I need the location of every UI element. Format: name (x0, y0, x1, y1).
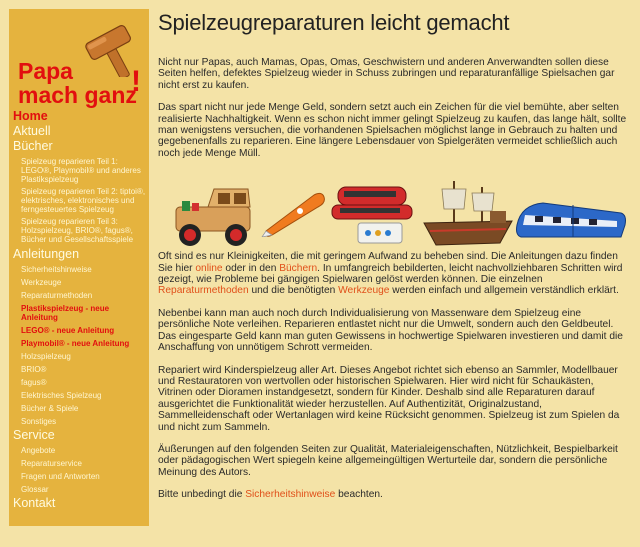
scope-paragraph: Repariert wird Kinderspielzeug aller Art. Dieses Angebot richtet sich ebenso an Sammler, Modellbauer und Restauratoren von wertvollen oder historischen Spielwaren. Hier wird nicht für Schaukästen, Vitrinen oder Dioramen instandgesetzt, sondern für Kinder. Deshalb sind alle Reparaturen darauf ausgerichtet die Funktionalität wieder herzustellen. Auf Authentizität, Originalzustand, Sammelleidenschaft oder Wertanlagen wird keine Rücksicht genommen. Spielzeug ist zum Spielen da und nicht zum Sammeln. (158, 364, 620, 433)
pirate-ship-image (420, 177, 516, 253)
nav-fragen-antworten[interactable]: Fragen und Antworten (21, 472, 100, 481)
nav-lego[interactable]: LEGO® - neue Anleitung (21, 326, 115, 335)
model-train-image (513, 185, 628, 251)
individualization-paragraph: Nebenbei kann man auch noch durch Individualisierung von Massenware dem Spielzeug eine persönliche Note verleihen. Reparieren entlastet nicht nur die Umwelt, sondern auch den Geldbeutel. Das eingesparte Geld kann man guten Gewissens in hochwertige Spielwaren investieren und damit die Anschaffung von unnötigem Schrott vermeiden. (158, 307, 623, 354)
nav-buch-teil3[interactable]: Spielzeug reparieren Teil 3: Holzspielzeug, BRIO®, fagus®, Bücher und Gesellschaftsspiele (21, 217, 134, 244)
logo-exclamation: ! (131, 65, 141, 98)
nav-glossar[interactable]: Glossar (21, 485, 49, 494)
nav-elektrisches-spielzeug[interactable]: Elektrisches Spielzeug (21, 391, 102, 400)
nav-service[interactable]: Service (13, 428, 55, 442)
nav-sonstiges[interactable]: Sonstiges (21, 417, 57, 426)
nav-kontakt[interactable]: Kontakt (13, 496, 56, 510)
nav-holzspielzeug[interactable]: Holzspielzeug (21, 352, 71, 361)
reparaturmethoden-link[interactable]: Reparaturmethoden (158, 285, 249, 297)
toy-image-strip (158, 177, 628, 257)
nav-werkzeuge[interactable]: Werkzeuge (21, 278, 62, 287)
sidebar (9, 9, 149, 526)
hammer-icon (74, 17, 149, 77)
logo-line2: mach ganz (18, 82, 137, 108)
tiptoi-pen-image (260, 187, 328, 237)
nav-brio[interactable]: BRIO® (21, 365, 47, 374)
sustainability-paragraph: Das spart nicht nur jede Menge Geld, sondern setzt auch ein Zeichen für die viel bemühte, aber selten realisierte Nachhaltigkeit. Wenn es schon nicht immer gelingt Spielzeug zu kaufen, das lange hält, sollte man wenigstens versuchen, die vorhandenen Spielsachen möglichst lange in Gebrauch zu halten und gegebenenfalls zu reparieren. Eine längere Lebensdauer von Spielgeräten vermeidet schließlich auch noch jede Menge Müll. (158, 102, 627, 159)
wooden-truck-image (168, 183, 258, 251)
buechern-link[interactable]: Büchern (279, 262, 318, 274)
werkzeuge-link[interactable]: Werkzeuge (338, 285, 390, 297)
nav-reparaturservice[interactable]: Reparaturservice (21, 459, 82, 468)
nav-aktuell[interactable]: Aktuell (13, 124, 51, 138)
toy-train-image (328, 177, 418, 249)
nav-sicherheitshinweise[interactable]: Sicherheitshinweise (21, 265, 92, 274)
nav-playmobil[interactable]: Playmobil® - neue Anleitung (21, 339, 130, 348)
nav-home[interactable]: Home (13, 109, 48, 123)
disclaimer-paragraph: Äußerungen auf den folgenden Seiten zur Qualität, Materialeigenschaften, Nützlichkeit, Bespielbarkeit oder pädagogischen Wert spiegeln keine allgemeingültigen Werturteile dar, sondern die persönliche Meinung des Autors. (158, 443, 618, 478)
site-logo[interactable] (14, 17, 149, 112)
nav-anleitungen[interactable]: Anleitungen (13, 247, 80, 261)
safety-note-paragraph: Bitte unbedingt die Sicherheitshinweise beachten. (158, 489, 383, 501)
nav-buch-teil1[interactable]: Spielzeug reparieren Teil 1: LEGO®, Playmobil® und anderes Plastikspielzeug (21, 157, 141, 184)
instructions-paragraph: Oft sind es nur Kleinigkeiten, die mit geringem Aufwand zu beheben sind. Die Anleitungen dazu finden Sie hier online oder in den Büchern. In umfangreich bebilderten, leicht nachvollziehbaren Schritten wird gezeigt, wie Probleme bei gängigen Spielwaren gelöst werden können. Die einzelnen Reparaturmethoden und die benötigten Werkzeuge werden einfach und allgemein verständlich erklärt. (158, 251, 623, 297)
logo-line1: Papa (18, 58, 73, 84)
page-title: Spielzeugreparaturen leicht gemacht (158, 10, 510, 35)
nav-buecher-spiele[interactable]: Bücher & Spiele (21, 404, 79, 413)
intro-paragraph: Nicht nur Papas, auch Mamas, Opas, Omas, Geschwistern und anderen Anverwandten sollen diese Seiten helfen, defektes Spielzeug wieder in Schuss zubringen und reparaturanfällige Spielsachen gar nicht erst zu kaufen. (158, 57, 615, 91)
nav-angebote[interactable]: Angebote (21, 446, 56, 455)
sicherheitshinweise-link[interactable]: Sicherheitshinweise (245, 489, 336, 501)
main-content (158, 9, 628, 501)
nav-fagus[interactable]: fagus® (21, 378, 47, 387)
nav-plastikspielzeug[interactable]: Plastikspielzeug - neue Anleitung (21, 304, 110, 322)
online-link[interactable]: online (195, 262, 223, 274)
main-navigation (13, 109, 147, 511)
nav-buch-teil2[interactable]: Spielzeug reparieren Teil 2: tiptoi®, elektrisches, elektronisches und ferngesteuertes Spielzeug (21, 187, 146, 214)
nav-buecher[interactable]: Bücher (13, 139, 53, 153)
nav-reparaturmethoden[interactable]: Reparaturmethoden (21, 291, 93, 300)
